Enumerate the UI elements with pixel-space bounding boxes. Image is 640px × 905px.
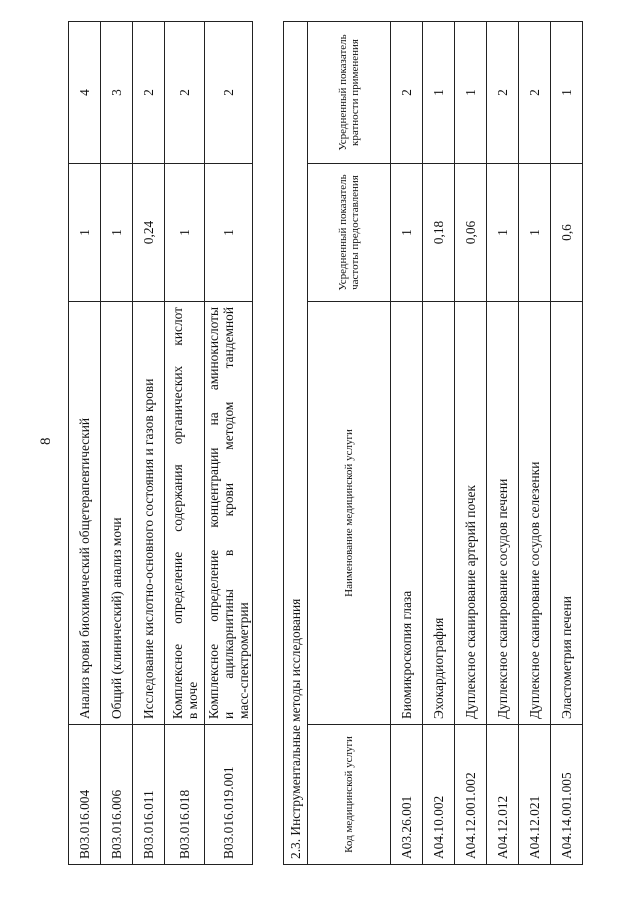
service-name: Общий (клинический) анализ мочи xyxy=(101,302,133,725)
service-name: Дуплексное сканирование сосудов селезенки xyxy=(519,302,551,725)
multiplicity-value: 1 xyxy=(551,21,583,163)
multiplicity-value: 2 xyxy=(487,21,519,163)
service-name: Дуплексное сканирование артерий почек xyxy=(455,302,487,725)
table-row xyxy=(423,21,455,864)
table-row xyxy=(455,21,487,864)
header-multiplicity: Усредненный показатель кратности применения xyxy=(308,21,391,163)
service-code: A04.14.001.005 xyxy=(551,725,583,865)
frequency-value: 0,06 xyxy=(455,164,487,302)
service-name-line: Комплексное определение содержания органических кислот xyxy=(169,307,185,719)
service-name-line: в моче xyxy=(184,681,200,719)
service-code: B03.016.018 xyxy=(165,725,205,865)
frequency-value: 0,6 xyxy=(551,164,583,302)
frequency-value: 1 xyxy=(205,164,253,302)
instrumental-methods-table xyxy=(283,21,583,865)
table-row xyxy=(487,21,519,864)
page-number: 8 xyxy=(38,437,54,445)
service-code: A04.12.001.002 xyxy=(455,725,487,865)
lab-tests-table xyxy=(68,21,253,865)
multiplicity-value: 2 xyxy=(519,21,551,163)
multiplicity-value: 1 xyxy=(455,21,487,163)
header-name: Наименование медицинской услуги xyxy=(308,302,391,725)
service-name: Дуплексное сканирование сосудов печени xyxy=(487,302,519,725)
multiplicity-value: 1 xyxy=(423,21,455,163)
multiplicity-value: 2 xyxy=(205,22,253,164)
service-code: B03.016.004 xyxy=(69,725,101,865)
service-code: A04.10.002 xyxy=(423,725,455,865)
multiplicity-value: 4 xyxy=(69,22,101,164)
frequency-value: 1 xyxy=(69,164,101,302)
service-name: Эхокардиография xyxy=(423,302,455,725)
service-name xyxy=(205,302,253,725)
table-row xyxy=(101,22,133,865)
table-row xyxy=(165,22,205,865)
table-row xyxy=(133,22,165,865)
frequency-value: 1 xyxy=(519,164,551,302)
frequency-value: 1 xyxy=(487,164,519,302)
frequency-value: 1 xyxy=(165,164,205,302)
service-name: Исследование кислотно-основного состояния и газов крови xyxy=(133,302,165,725)
service-name: Анализ крови биохимический общетерапевтический xyxy=(69,302,101,725)
table-row xyxy=(519,21,551,864)
table-row xyxy=(551,21,583,864)
service-name xyxy=(165,302,205,725)
service-code: A04.12.012 xyxy=(487,725,519,865)
multiplicity-value: 2 xyxy=(133,22,165,164)
frequency-value: 0,24 xyxy=(133,164,165,302)
table-row xyxy=(391,21,423,864)
header-code: Код медицинской услуги xyxy=(308,725,391,865)
section-title-row xyxy=(284,21,308,864)
service-name-line: Комплексное определение концентрации на аминокислоты xyxy=(206,307,221,719)
service-code: A03.26.001 xyxy=(391,725,423,865)
service-name-line: и ацилкарнитины в крови методом тандемной xyxy=(221,307,236,719)
section-title: 2.3. Инструментальные методы исследования xyxy=(284,21,308,864)
table-row xyxy=(205,22,253,865)
table-header-row xyxy=(308,21,391,864)
frequency-value: 0,18 xyxy=(423,164,455,302)
table-row xyxy=(69,22,101,865)
service-name: Эластометрия печени xyxy=(551,302,583,725)
frequency-value: 1 xyxy=(101,164,133,302)
multiplicity-value: 3 xyxy=(101,22,133,164)
service-name-line: масс-спектрометрии xyxy=(236,602,251,719)
header-frequency: Усредненный показатель частоты предоставления xyxy=(308,164,391,302)
multiplicity-value: 2 xyxy=(165,22,205,164)
service-code: A04.12.021 xyxy=(519,725,551,865)
service-code: B03.016.011 xyxy=(133,725,165,865)
frequency-value: 1 xyxy=(391,164,423,302)
service-name: Биомикроскопия глаза xyxy=(391,302,423,725)
service-code: B03.016.019.001 xyxy=(205,725,253,865)
service-code: B03.016.006 xyxy=(101,725,133,865)
multiplicity-value: 2 xyxy=(391,21,423,163)
